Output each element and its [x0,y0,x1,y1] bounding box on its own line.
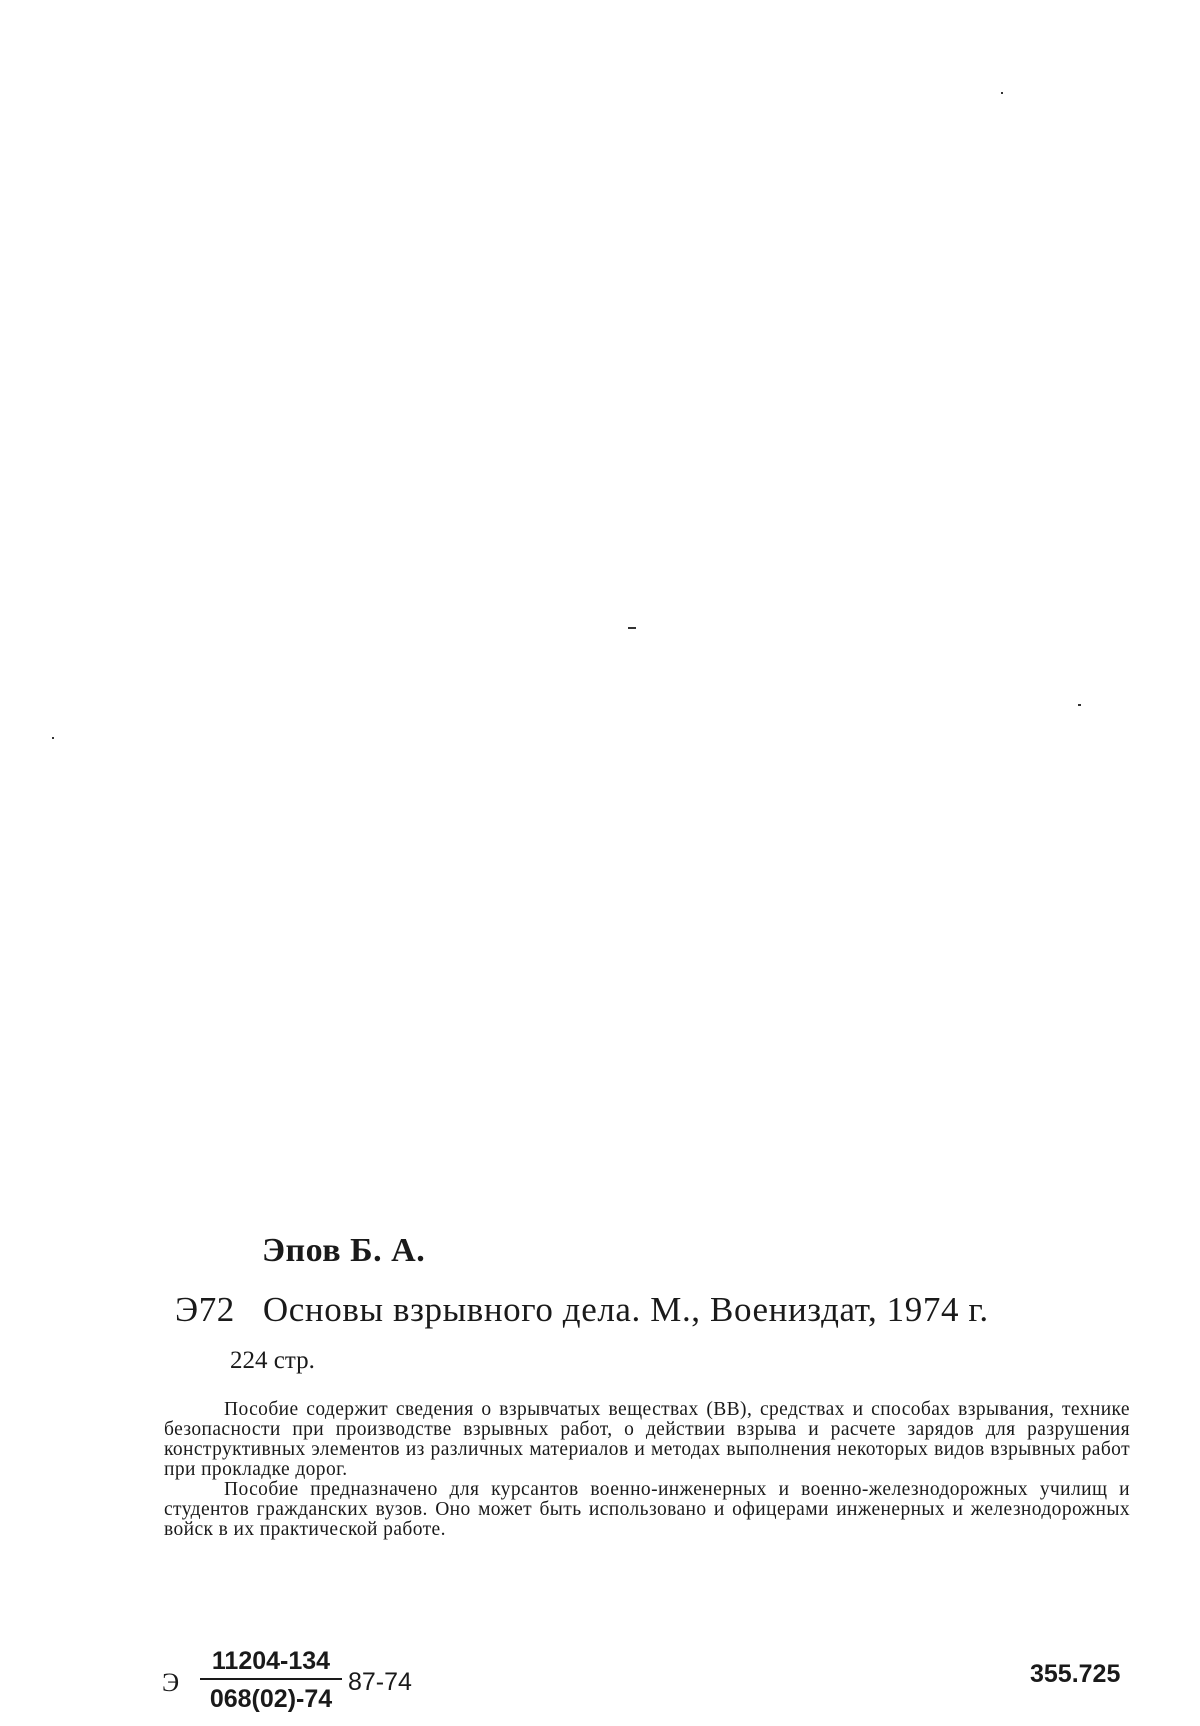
book-title: Основы взрывного дела. М., Воениздат, 1974 г. [262,1290,989,1329]
scan-speck [1001,92,1003,94]
author-name: Эпов Б. А. [262,1232,426,1269]
catalog-code: Э72 [175,1290,235,1329]
bbk-prefix: Э [162,1668,180,1697]
page-count: 224 стр. [230,1347,315,1374]
bbk-fraction [200,1644,342,1716]
abstract [164,1400,1130,1540]
scan-speck [1078,704,1081,706]
udc-code: 355.725 [1030,1660,1121,1688]
title-line [175,1290,989,1330]
abstract-paragraph: Пособие предназначено для курсантов военно-инженерных и военно-железнодорожных училищ и студентов гражданских вузов. Оно может быть использовано и офицерами инженерных и железнодорожных войск в их практической работе. [164,1479,1130,1540]
bbk-numerator: 11204-134 [200,1644,342,1680]
scan-speck [52,737,54,739]
abstract-paragraph: Пособие содержит сведения о взрывчатых веществах (ВВ), средствах и способах взрывания, технике безопасности при производстве взрывных работ, о действии взрыва и расчете зарядов для разрушения конструктивных элементов из различных материалов и методах выполнения некоторых видов взрывных работ при прокладке дорог. [164,1399,1130,1480]
bbk-denominator: 068(02)-74 [209,1685,333,1713]
bbk-suffix: 87-74 [348,1668,412,1696]
scan-speck [628,627,636,629]
